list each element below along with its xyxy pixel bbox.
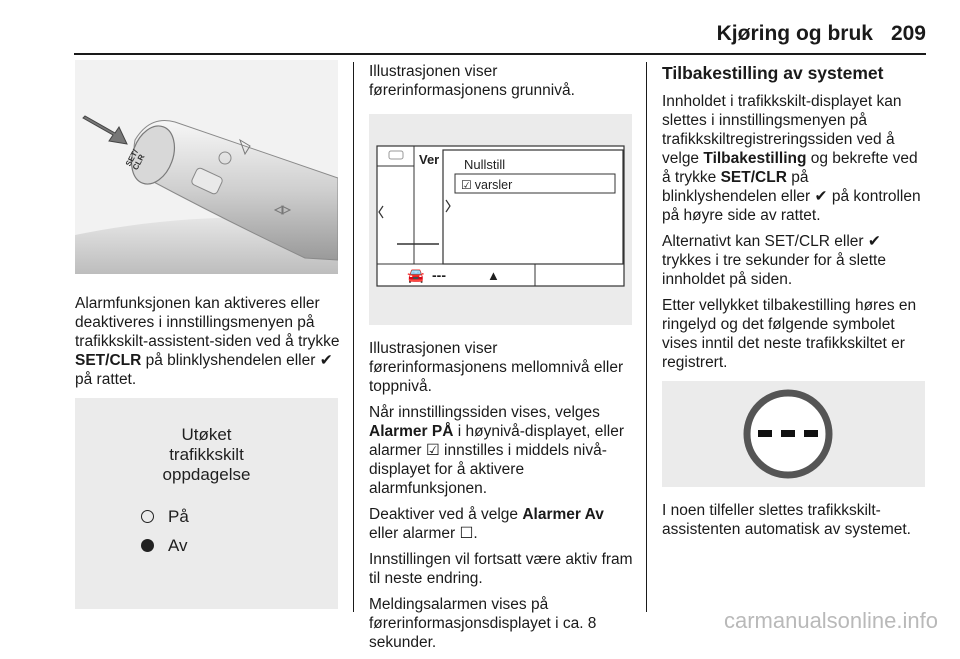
display-menu-title: Nullstill <box>464 157 506 172</box>
menu-option-av[interactable]: Av <box>141 536 188 555</box>
paragraph-message-duration: Meldingsalarmen vises på førerinformasjonsdisplayet i ca. 8 sekunder. <box>369 596 597 651</box>
traffic-assist-car-icon: 🚘 <box>407 267 425 283</box>
column-2 <box>369 62 634 659</box>
page-number: 209 <box>890 22 926 45</box>
alarm-menu-figure <box>75 398 338 609</box>
watermark: carmanualsonline.info <box>723 608 938 633</box>
paragraph-reset-confirmation: Etter vellykket tilbakestilling høres en ringelyd og det følgende symbolet vises inntil det neste trafikkskiltet er registrert. <box>662 297 917 371</box>
menu-title: Utøket trafikkskilt oppdagelse <box>162 425 251 484</box>
display-dashes: --- <box>432 267 446 283</box>
header-title: Kjøring og bruk <box>716 22 873 45</box>
display-checkbox-item[interactable]: ☑ varsler <box>461 176 512 195</box>
lane-icon: ▲ <box>487 268 500 283</box>
paragraph-alarm-activation: Alarmfunksjonen kan aktiveres eller deaktiveres i innstillingsmenyen på trafikkskilt-assistent-siden ved å trykke SET/CLR på blinklyshendelen eller ✔ på rattet. <box>75 295 340 388</box>
radio-selected-icon <box>141 539 154 552</box>
radio-unselected-icon <box>141 510 154 523</box>
column-3 <box>662 62 927 546</box>
paragraph-setting-persists: Innstillingen vil fortsatt være aktiv fram til neste endring. <box>369 551 633 587</box>
section-heading-reset: Tilbakestilling av systemet <box>662 63 884 83</box>
display-frame <box>369 114 632 325</box>
header-rule <box>74 53 926 55</box>
display-tab-label: Ver <box>419 152 440 167</box>
driver-info-display-figure <box>369 114 632 325</box>
paragraph-reset-alternative: Alternativt kan SET/CLR eller ✔ trykkes i tre sekunder for å slette innholdet på siden. <box>662 233 886 288</box>
turn-signal-stalk-illustration <box>75 60 338 274</box>
column-separator-1 <box>353 62 354 612</box>
caption-basic-level: Illustrasjonen viser førerinformasjonens grunnivå. <box>369 63 575 99</box>
menu-option-pa[interactable]: På <box>141 507 189 526</box>
stalk-figure <box>75 60 338 274</box>
running-header <box>717 22 926 50</box>
column-separator-2 <box>646 62 647 612</box>
paragraph-deactivate-alarms: Deaktiver ved å velge Alarmer Av eller alarmer ☐. <box>369 506 604 542</box>
column-1 <box>75 62 340 609</box>
paragraph-activate-alarms: Når innstillingssiden vises, velges Alarmer PÅ i høynivå-displayet, eller alarmer ☑ innstilles i middels nivå-displayet for å aktivere alarmfunksjonen. <box>369 404 625 497</box>
checkbox-checked-icon: ☑ <box>461 178 472 192</box>
caption-mid-level: Illustrasjonen viser førerinformasjonens mellomnivå eller toppnivå. <box>369 340 624 395</box>
cleared-traffic-sign-icon <box>662 381 925 487</box>
set-clr-button-label: SET/ CLR <box>123 147 147 172</box>
cleared-sign-figure <box>662 381 925 487</box>
paragraph-reset-procedure: Innholdet i trafikkskilt-displayet kan slettes i innstillingsmenyen på trafikkskiltregistreringssiden ved å velge Tilbakestilling og bekrefte ved å trykke SET/CLR på blinklyshendelen eller ✔ på kontrollen på høyre side av rattet. <box>662 93 921 224</box>
paragraph-automatic-clear: I noen tilfeller slettes trafikkskilt-assistenten automatisk av systemet. <box>662 502 911 538</box>
